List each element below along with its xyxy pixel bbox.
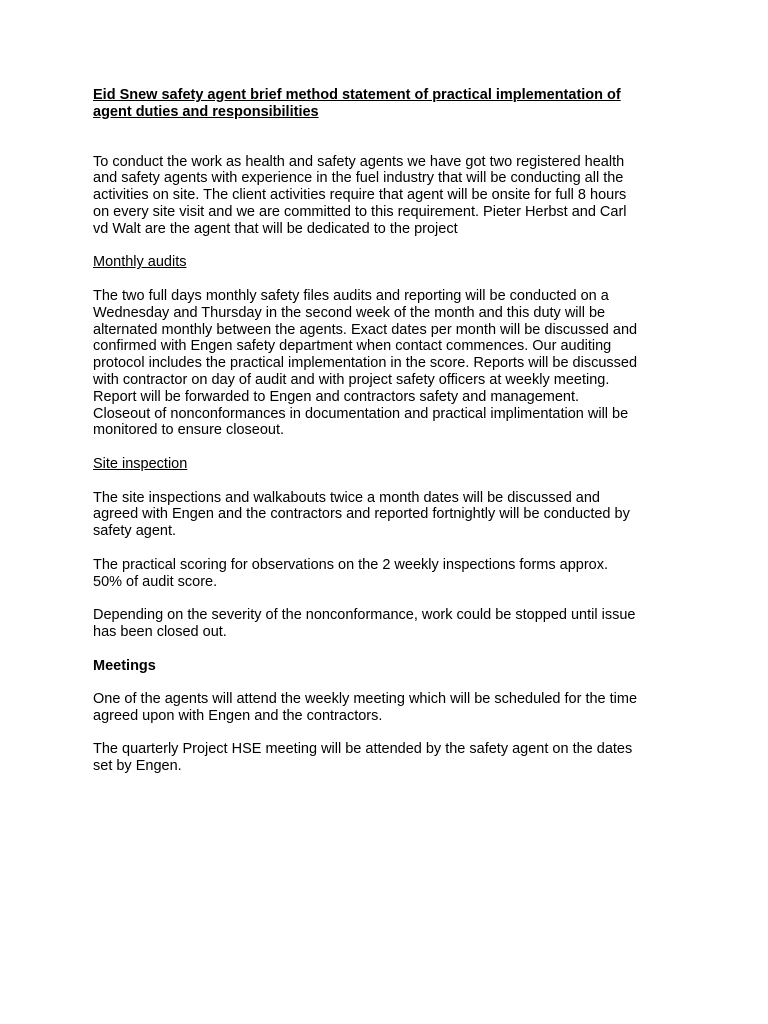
text-line: has been closed out. [93,623,227,640]
text-line: One of the agents will attend the weekly meeting which will be scheduled for the time [93,691,638,708]
text-line: confirmed with Engen safety department when contact commences. Our auditing [93,338,612,355]
site-inspection-paragraph-3 [93,607,683,641]
site-inspection-heading: Site inspection [93,455,188,472]
text-line: vd Walt are the agent that will be dedicated to the project [93,220,458,237]
text-line: Report will be forwarded to Engen and contractors safety and management. [93,388,580,405]
text-line: agreed upon with Engen and the contractors. [93,707,383,724]
text-line: activities on site. The client activities require that agent will be onsite for full 8 hours [93,187,627,204]
document-body [93,87,683,775]
text-line: monitored to ensure closeout. [93,422,285,439]
text-line: Wednesday and Thursday in the second week of the month and this duty will be [93,304,606,321]
text-line: safety agent. [93,523,177,540]
text-line: The quarterly Project HSE meeting will be attended by the safety agent on the dates [93,741,633,758]
text-line: The site inspections and walkabouts twice a month dates will be discussed and [93,489,600,506]
text-line: protocol includes the practical implementation in the score. Reports will be discussed [93,355,638,372]
monthly-audits-heading: Monthly audits [93,254,187,271]
text-line: with contractor on day of audit and with project safety officers at weekly meeting. [93,371,610,388]
text-line: 50% of audit score. [93,573,218,590]
title-line: agent duties and responsibilities [93,103,319,120]
meetings-paragraph-1 [93,691,683,725]
text-line: on every site visit and we are committed to this requirement. Pieter Herbst and Carl [93,203,627,220]
title-line: Eid Snew safety agent brief method statement of practical implementation of [93,87,621,103]
meetings-paragraph-2 [93,741,683,775]
text-line: The practical scoring for observations on the 2 weekly inspections forms approx. [93,556,608,573]
text-line: Closeout of nonconformances in documentation and practical implimentation will be [93,405,629,422]
document-title [93,87,683,121]
text-line: To conduct the work as health and safety agents we have got two registered health [93,153,625,170]
text-line: and safety agents with experience in the fuel industry that will be conducting all the [93,170,624,187]
site-inspection-paragraph-1 [93,490,683,540]
site-inspection-paragraph-2 [93,557,683,591]
text-line: Depending on the severity of the nonconformance, work could be stopped until issue [93,607,636,624]
monthly-audits-paragraph [93,288,683,439]
intro-paragraph [93,154,683,238]
text-line: The two full days monthly safety files audits and reporting will be conducted on a [93,287,609,304]
meetings-heading: Meetings [93,657,156,674]
text-line: set by Engen. [93,758,182,775]
text-line: alternated monthly between the agents. Exact dates per month will be discussed and [93,321,638,338]
text-line: agreed with Engen and the contractors and reported fortnightly will be conducted by [93,506,630,523]
